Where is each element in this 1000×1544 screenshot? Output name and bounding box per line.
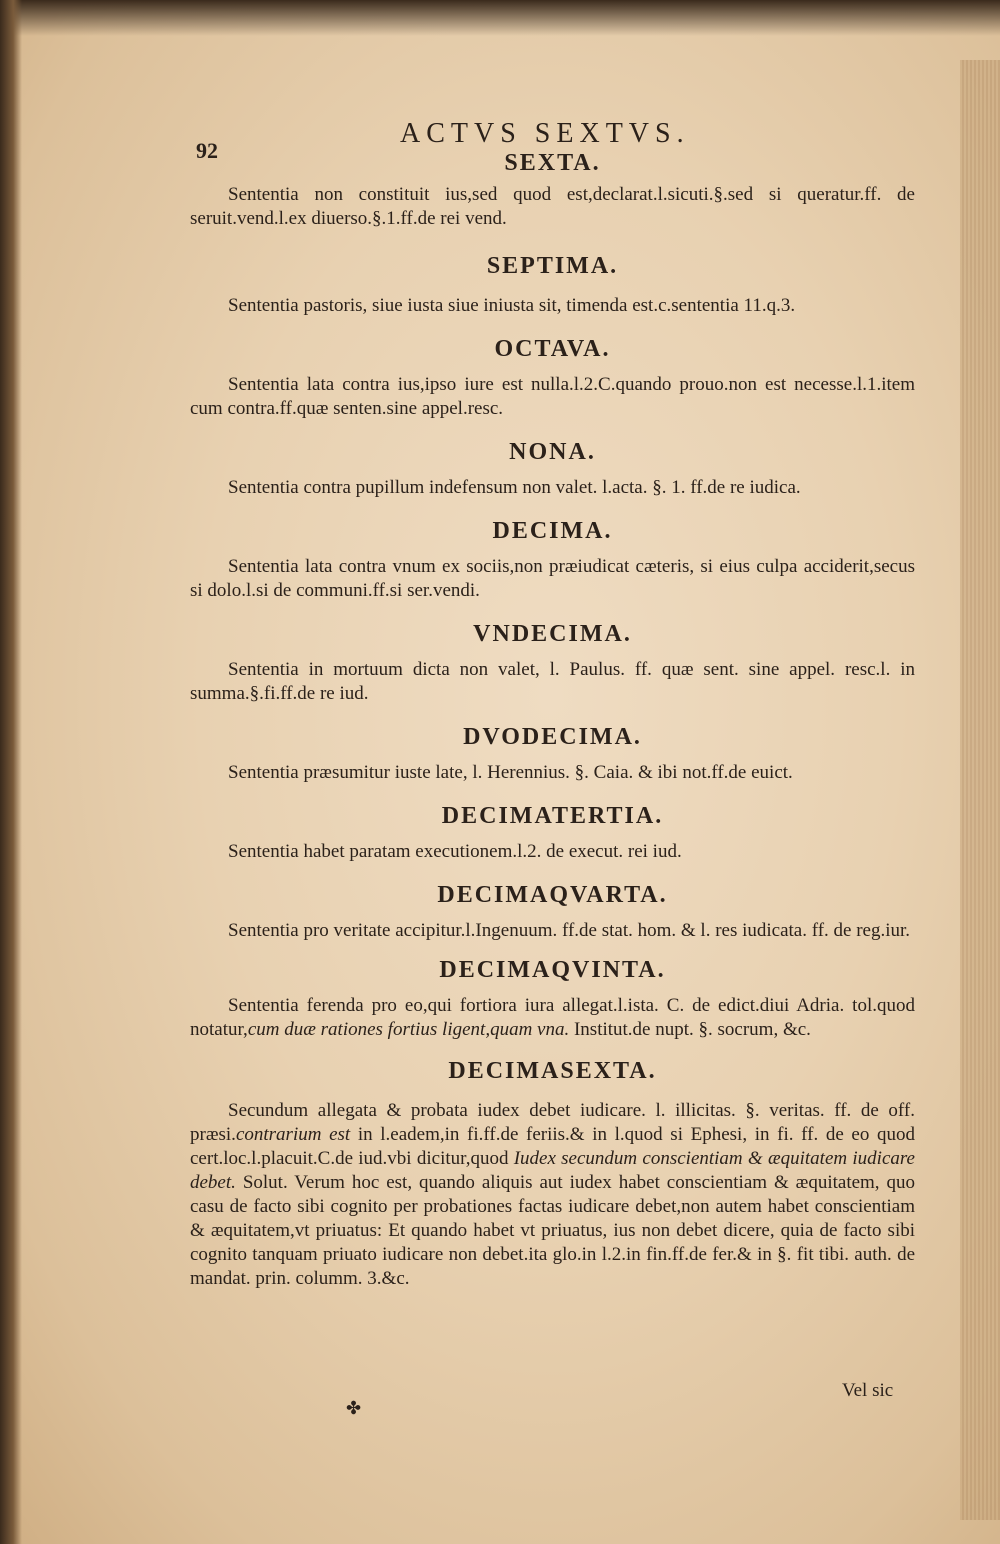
page-top-shadow <box>0 0 1000 36</box>
section-heading-dvodecima: DVODECIMA. <box>463 724 642 750</box>
italic-quote: Iudex secundum conscientiam & æquitatem iudicare debet. <box>190 1148 915 1193</box>
italic-quote: cum duæ rationes fortius ligent,quam vna. <box>247 1019 570 1040</box>
binding-gutter <box>0 0 22 1544</box>
italic-phrase: contrarium est <box>235 1124 351 1145</box>
page-number: 92 <box>196 138 218 163</box>
section-heading-octava: OCTAVA. <box>494 336 611 362</box>
section-text-decima: Sententia lata contra vnum ex sociis,non præiudicat cæteris, si eius culpa acciderit,secus si dolo.l.si de communi.ff.si ser.vendi. <box>190 556 915 601</box>
section-text-vndecima: Sententia in mortuum dicta non valet, l. Paulus. ff. quæ sent. sine appel. resc.l. in summa.§.fi.ff.de re iud. <box>190 659 915 704</box>
section-text-dvodecima: Sententia præsumitur iuste late, l. Herennius. §. Caia. & ibi not.ff.de euict. <box>228 762 793 783</box>
section-heading-sexta: SEXTA. <box>504 150 601 176</box>
section-heading-decimasexta: DECIMASEXTA. <box>448 1058 657 1084</box>
section-text-decimasexta <box>190 1099 915 1291</box>
section-heading-vndecima: VNDECIMA. <box>473 621 632 647</box>
section-text-nona: Sententia contra pupillum indefensum non valet. l.acta. §. 1. ff.de re iudica. <box>228 477 801 498</box>
page-edges <box>960 60 1000 1520</box>
section-heading-decima: DECIMA. <box>492 518 613 544</box>
main-text <box>190 150 915 1291</box>
text-segment: in l.eadem,in fi.ff.de feriis.& in l.quod si Ephesi, in fi. ff. de eo quod cert.loc.l.placuit.C.de iud.vbi dicitur,quod <box>190 1124 915 1169</box>
section-text-octava: Sententia lata contra ius,ipso iure est nulla.l.2.C.quando prouo.non est necesse.l.1.item cum contra.ff.quæ senten.sine appel.resc. <box>190 374 915 419</box>
section-text-decimatertia: Sententia habet paratam executionem.l.2. de execut. rei iud. <box>228 841 682 862</box>
text-segment: Solut. Verum hoc est, quando aliquis aut iudex habet conscientiam & æquitatem, quo casu de facto sibi cognito per probationes factas iudicare debet,non autem habet conscientiam & æquitatem,vt priuatus: Et quando habet vt priuatus, ius non debet dicere, quia de facto sibi cognito tanquam priuato iudicare non debet.ita glo.in l.2.in fin.ff.de fer.& in §. fit tibi. auth. de mandat. prin. columm. 3.&c. <box>190 1172 915 1289</box>
section-heading-decimaqvarta: DECIMAQVARTA. <box>437 882 668 908</box>
section-heading-nona: NONA. <box>509 439 596 465</box>
section-text-decimaqvarta: Sententia pro veritate accipitur.l.Ingenuum. ff.de stat. hom. & l. res iudicata. ff. de reg.iur. <box>228 920 911 941</box>
section-heading-decimatertia: DECIMATERTIA. <box>441 803 664 829</box>
text-segment: Sententia ferenda pro eo,qui fortiora iura allegat.l.ista. C. de edict.diui Adria. tol.quod notatur, <box>190 995 915 1040</box>
section-text-decimaqvinta <box>190 994 915 1042</box>
section-text-sexta: Sententia non constituit ius,sed quod est,declarat.l.sicuti.§.sed si queratur.ff. de seruit.vend.l.ex diuerso.§.1.ff.de rei vend. <box>190 184 915 229</box>
section-heading-septima: SEPTIMA. <box>486 253 619 279</box>
section-heading-decimaqvinta: DECIMAQVINTA. <box>439 957 666 983</box>
section-text-septima: Sententia pastoris, siue iusta siue iniusta sit, timenda est.c.sententia 11.q.3. <box>228 295 796 316</box>
signature-mark-icon: ✤ <box>346 1398 362 1418</box>
text-segment: Secundum allegata & probata iudex debet iudicare. l. illicitas. §. veritas. ff. de off. præsi. <box>190 1100 915 1145</box>
text-segment: Institut.de nupt. §. socrum, &c. <box>569 1019 811 1040</box>
running-head: ACTVS SEXTVS. <box>400 118 690 149</box>
catchword: Vel sic <box>842 1380 894 1401</box>
